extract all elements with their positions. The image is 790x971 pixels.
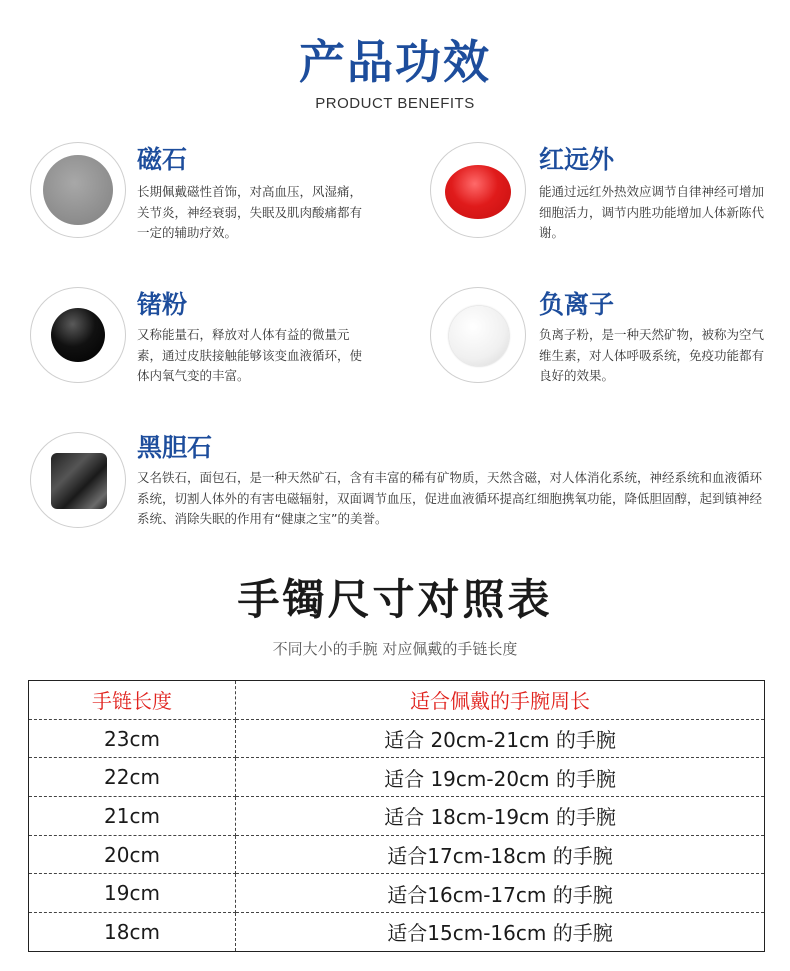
hematite-title: 黑胆石 [137,433,213,462]
size-chart-title: 手镯尺寸对照表 [237,575,553,624]
magnet-desc: 长期佩戴磁性首饰，对高血压，风湿痛，关节炎，神经衰弱，失眠及肌肉酸痛都有一定的辅助疗效。 [137,184,363,240]
negative-ion-desc: 负离子粉，是一种天然矿物，被称为空气维生素，对人体呼吸系统，免疫功能都有良好的效果。 [539,327,765,383]
table-header-row [29,681,765,720]
magnet-image [30,142,126,238]
table-row [29,913,765,952]
header-wrist-size: 适合佩戴的手腕周长 [236,681,765,720]
far-infrared-desc: 能通过远红外热效应调节自律神经可增加细胞活力，调节内胜功能增加人体新陈代谢。 [539,184,765,240]
cell-wrist: 适合17cm-18cm 的手腕 [236,835,765,874]
far-infrared-title: 红远外 [539,145,615,174]
cell-length: 19cm [29,874,236,913]
benefits-subtitle: PRODUCT BENEFITS [315,95,475,112]
cell-length: 22cm [29,758,236,797]
benefits-title: 产品功效 [299,35,491,89]
cell-wrist: 适合16cm-17cm 的手腕 [236,874,765,913]
germanium-desc: 又称能量石，释放对人体有益的微量元素，通过皮肤接触能够该变血液循环，使体内氧气变的丰富。 [137,327,363,383]
size-table [28,680,765,952]
cell-wrist: 适合 20cm-21cm 的手腕 [236,719,765,758]
germanium-image [30,287,126,383]
header-bracelet-length: 手链长度 [29,681,236,720]
far-infrared-image [430,142,526,238]
size-chart-subtitle: 不同大小的手腕 对应佩戴的手链长度 [272,640,518,658]
cell-length: 20cm [29,835,236,874]
cell-length: 21cm [29,797,236,836]
cell-wrist: 适合 18cm-19cm 的手腕 [236,797,765,836]
cell-wrist: 适合15cm-16cm 的手腕 [387,921,613,946]
table-row [29,835,765,874]
cell-length: 23cm [29,719,236,758]
negative-ion-title: 负离子 [539,290,615,319]
table-row [29,797,765,836]
cell-wrist: 适合 19cm-20cm 的手腕 [236,758,765,797]
negative-ion-image [430,287,526,383]
table-row [29,758,765,797]
cell-length: 18cm [29,913,236,952]
table-row [29,874,765,913]
hematite-image [30,432,126,528]
germanium-title: 锗粉 [137,290,188,319]
table-row [29,719,765,758]
magnet-title: 磁石 [137,145,188,174]
hematite-desc: 又名铁石，面包石，是一种天然矿石，含有丰富的稀有矿物质，天然含磁，对人体消化系统，神经系统和血液循环系统，切割人体外的有害电磁辐射，双面调节血压，促进血液循环提高红细胞携氧功能，降低胆固醇，起到镇神经系统、消除失眠的作用有“健康之宝”的美誉。 [137,470,763,526]
